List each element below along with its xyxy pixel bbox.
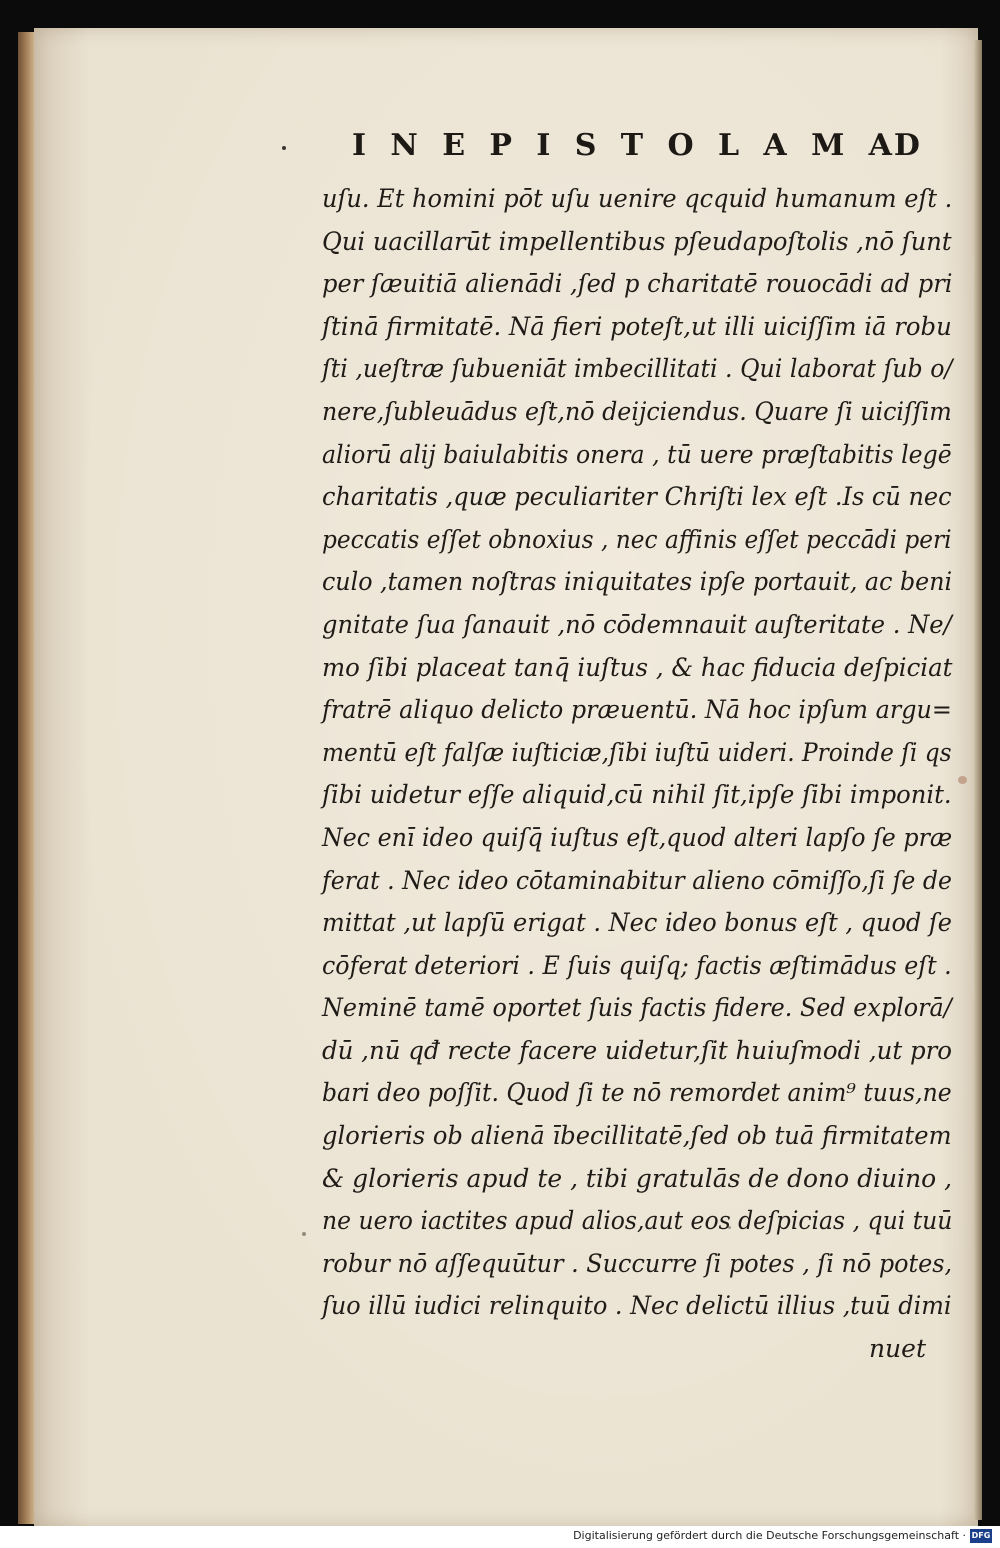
header-letter: N — [390, 128, 420, 163]
header-dot-mark — [282, 146, 286, 150]
text-line: ſuo illū iudici relinquito . Nec delictū illius ,tuū dimi — [322, 1291, 952, 1321]
header-letter: E — [442, 128, 468, 163]
text-line: aliorū alij baiulabitis onera , tū uere præſtabitis legē — [322, 439, 952, 469]
ink-spot — [728, 1226, 731, 1229]
text-line: ferat . Nec ideo cōtaminabitur alieno cōmiſſo,ſi ſe de — [322, 865, 952, 895]
text-line: Qui uacillarūt impellentibus pſeudapoſtolis ,nō ſunt — [322, 226, 952, 256]
text-line: ſibi uidetur eſſe aliquid,cū nihil ſit,ipſe ſibi imponit. — [322, 780, 952, 810]
text-line: mittat ,ut lapſū erigat . Nec ideo bonus eſt , quod ſe — [322, 908, 953, 938]
ink-spot — [302, 1232, 306, 1236]
text-line: & glorieris apud te , tibi gratulās de dono diuino , — [322, 1163, 953, 1193]
text-line: dū ,nū qđ recte facere uidetur,ſit huiuſmodi ,ut pro — [322, 1035, 953, 1065]
body-text — [322, 178, 952, 1371]
header-letter: A — [763, 128, 789, 163]
text-line: bari deo poſſit. Quod ſi te nō remordet anim⁹ tuus,ne — [322, 1078, 952, 1108]
text-line: peccatis eſſet obnoxius , nec affinis eſſet peccādi peri — [322, 524, 952, 554]
text-line: glorieris ob alienā ībecillitatē,ſed ob tuā firmitatem — [322, 1121, 952, 1151]
text-line: mentū eſt falſæ iuſticiæ,ſibi iuſtū uideri. Proinde ſi qs — [322, 737, 952, 767]
text-line: ne uero iactites apud alios,aut eos deſpicias , qui tuū — [322, 1206, 953, 1236]
text-line: gnitate ſua ſanauit ,nō cōdemnauit auſteritate . Ne/ — [322, 609, 952, 639]
text-line: nere,ſubleuādus eſt,nō deijciendus. Quare ſi uiciſſim — [322, 396, 952, 426]
header-letter: AD — [868, 128, 922, 163]
catchword: nuet — [868, 1334, 926, 1364]
header-letter: L — [717, 128, 742, 163]
text-line: ſtinā firmitatē. Nā fieri poteſt,ut illi uiciſſim iā robu — [322, 311, 952, 341]
text-line: fratrē aliquo delicto præuentū. Nā hoc ipſum argu= — [322, 695, 952, 725]
digitization-credit: Digitalisierung gefördert durch die Deutsche Forschungsgemeinschaft · — [573, 1529, 966, 1542]
header-letter: T — [620, 128, 646, 163]
header-letter: O — [667, 128, 696, 163]
page-right-edge — [974, 40, 982, 1520]
ink-spot — [958, 776, 967, 784]
text-line: cōferat deteriori . E ſuis quiſq; factis æſtimādus eſt . — [322, 950, 952, 980]
header-letter: P — [489, 128, 514, 163]
text-line: per ſæuitiā alienādi ,ſed p charitatē rouocādi ad pri — [322, 269, 953, 299]
text-line: robur nō aſſequūtur . Succurre ſi potes , ſi nō potes, — [322, 1248, 953, 1278]
running-header — [352, 128, 922, 163]
text-line: charitatis ,quæ peculiariter Chriſti lex eſt .Is cū nec — [322, 482, 952, 512]
text-line: uſu. Et homini pōt uſu uenire qcquid humanum eſt . — [322, 184, 953, 213]
text-line: Neminē tamē oportet ſuis factis fidere. Sed explorā/ — [322, 993, 952, 1023]
text-line: ſti ,ueſtræ ſubueniāt imbecillitati . Qui laborat ſub o/ — [322, 354, 953, 384]
header-letter: M — [811, 128, 847, 163]
header-letter: I — [536, 128, 553, 163]
header-letter: S — [574, 128, 599, 163]
text-line: culo ,tamen noſtras iniquitates ipſe portauit, ac beni — [322, 567, 953, 597]
text-line: Nec enī ideo quiſq̄ iuſtus eſt,quod alteri lapſo ſe præ — [322, 822, 953, 852]
header-letter: I — [352, 128, 369, 163]
text-line: mo ſibi placeat tanq̄ iuſtus , & hac fiducia deſpiciat — [322, 652, 953, 682]
ink-spot — [442, 1226, 445, 1229]
dfg-logo: DFG — [970, 1529, 992, 1543]
